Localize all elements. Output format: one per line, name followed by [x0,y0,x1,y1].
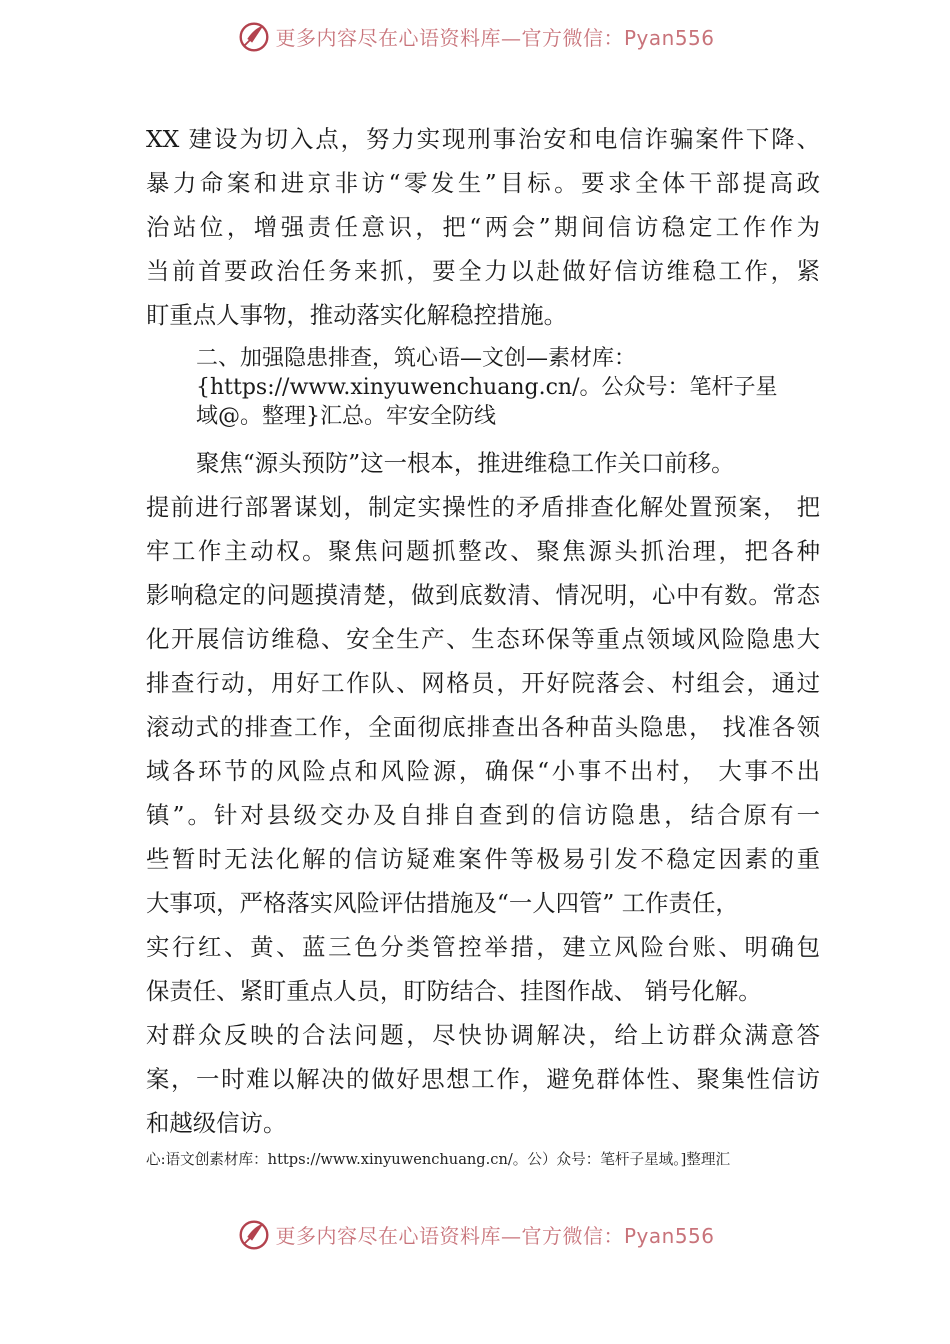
body-line: 当前首要政治任务来抓，要全力以赴做好信访维稳工作，紧 [146,257,820,285]
body-line: 案，一时难以解决的做好思想工作，避免群体性、聚集性信访 [146,1065,820,1093]
body-line: 滚动式的排查工作，全面彻底排查出各种苗头隐患， 找准各领 [146,713,820,741]
body-line: 保责任、紧盯重点人员，盯防结合、挂图作战、 销号化解。 [146,977,762,1005]
body-line: 对群众反映的合法问题，尽快协调解决，给上访群众满意答 [146,1021,820,1049]
body-line: 治站位，增强责任意识，把“两会”期间信访稳定工作作为 [146,213,820,241]
body-line: 提前进行部署谋划，制定实操性的矛盾排查化解处置预案， 把 [146,493,820,521]
body-line: 实行红、黄、蓝三色分类管控举措，建立风险台账、明确包 [146,933,820,961]
section-heading-line: {https://www.xinyuwenchuang.cn/。公众号：笔杆子星 [196,375,778,400]
body-line: 镇”。针对县级交办及自排自查到的信访隐患，结合原有一 [146,801,820,829]
banner-text: 更多内容尽在心语资料库—官方微信：Pyan556 [275,1223,715,1248]
body-line: 盯重点人事物，推动落实化解稳控措施。 [146,301,568,329]
top-banner [0,12,950,60]
section-heading-line: 域@。整理}汇总。牢安全防线 [196,404,496,429]
body-line: 域各环节的风险点和风险源，确保“小事不出村， 大事不出 [146,757,820,785]
bottom-banner [0,1210,950,1258]
body-line: 聚焦“源头预防”这一根本，推进维稳工作关口前移。 [196,449,735,477]
body-line: 排查行动，用好工作队、网格员，开好院落会、村组会，通过 [146,669,820,697]
body-line: 些暂时无法化解的信访疑难案件等极易引发不稳定因素的重 [146,845,820,873]
body-line: 大事项，严格落实风险评估措施及“一人四管” 工作责任， [146,889,739,917]
logo-icon [235,1215,273,1253]
section-heading-line: 二、加强隐患排查，筑心语—文创—素材库： [196,346,637,371]
body-line: 影响稳定的问题摸清楚，做到底数清、情况明，心中有数。常态 [146,581,820,609]
logo-icon [235,17,273,55]
body-line: XX 建设为切入点，努力实现刑事治安和电信诈骗案件下降、 [146,125,820,153]
body-line: 和越级信访。 [146,1109,287,1137]
body-line: 牢工作主动权。聚焦问题抓整改、聚焦源头抓治理，把各种 [146,537,820,565]
footnote-text: 心:语文创素材库：https://www.xinyuwenchuang.cn/。公）众号：笔杆子星域。]整理汇 [146,1151,731,1168]
banner-text: 更多内容尽在心语资料库—官方微信：Pyan556 [275,25,715,50]
body-line: 化开展信访维稳、安全生产、生态环保等重点领域风险隐患大 [146,625,820,653]
body-line: 暴力命案和进京非访“零发生”目标。要求全体干部提高政 [146,169,820,197]
